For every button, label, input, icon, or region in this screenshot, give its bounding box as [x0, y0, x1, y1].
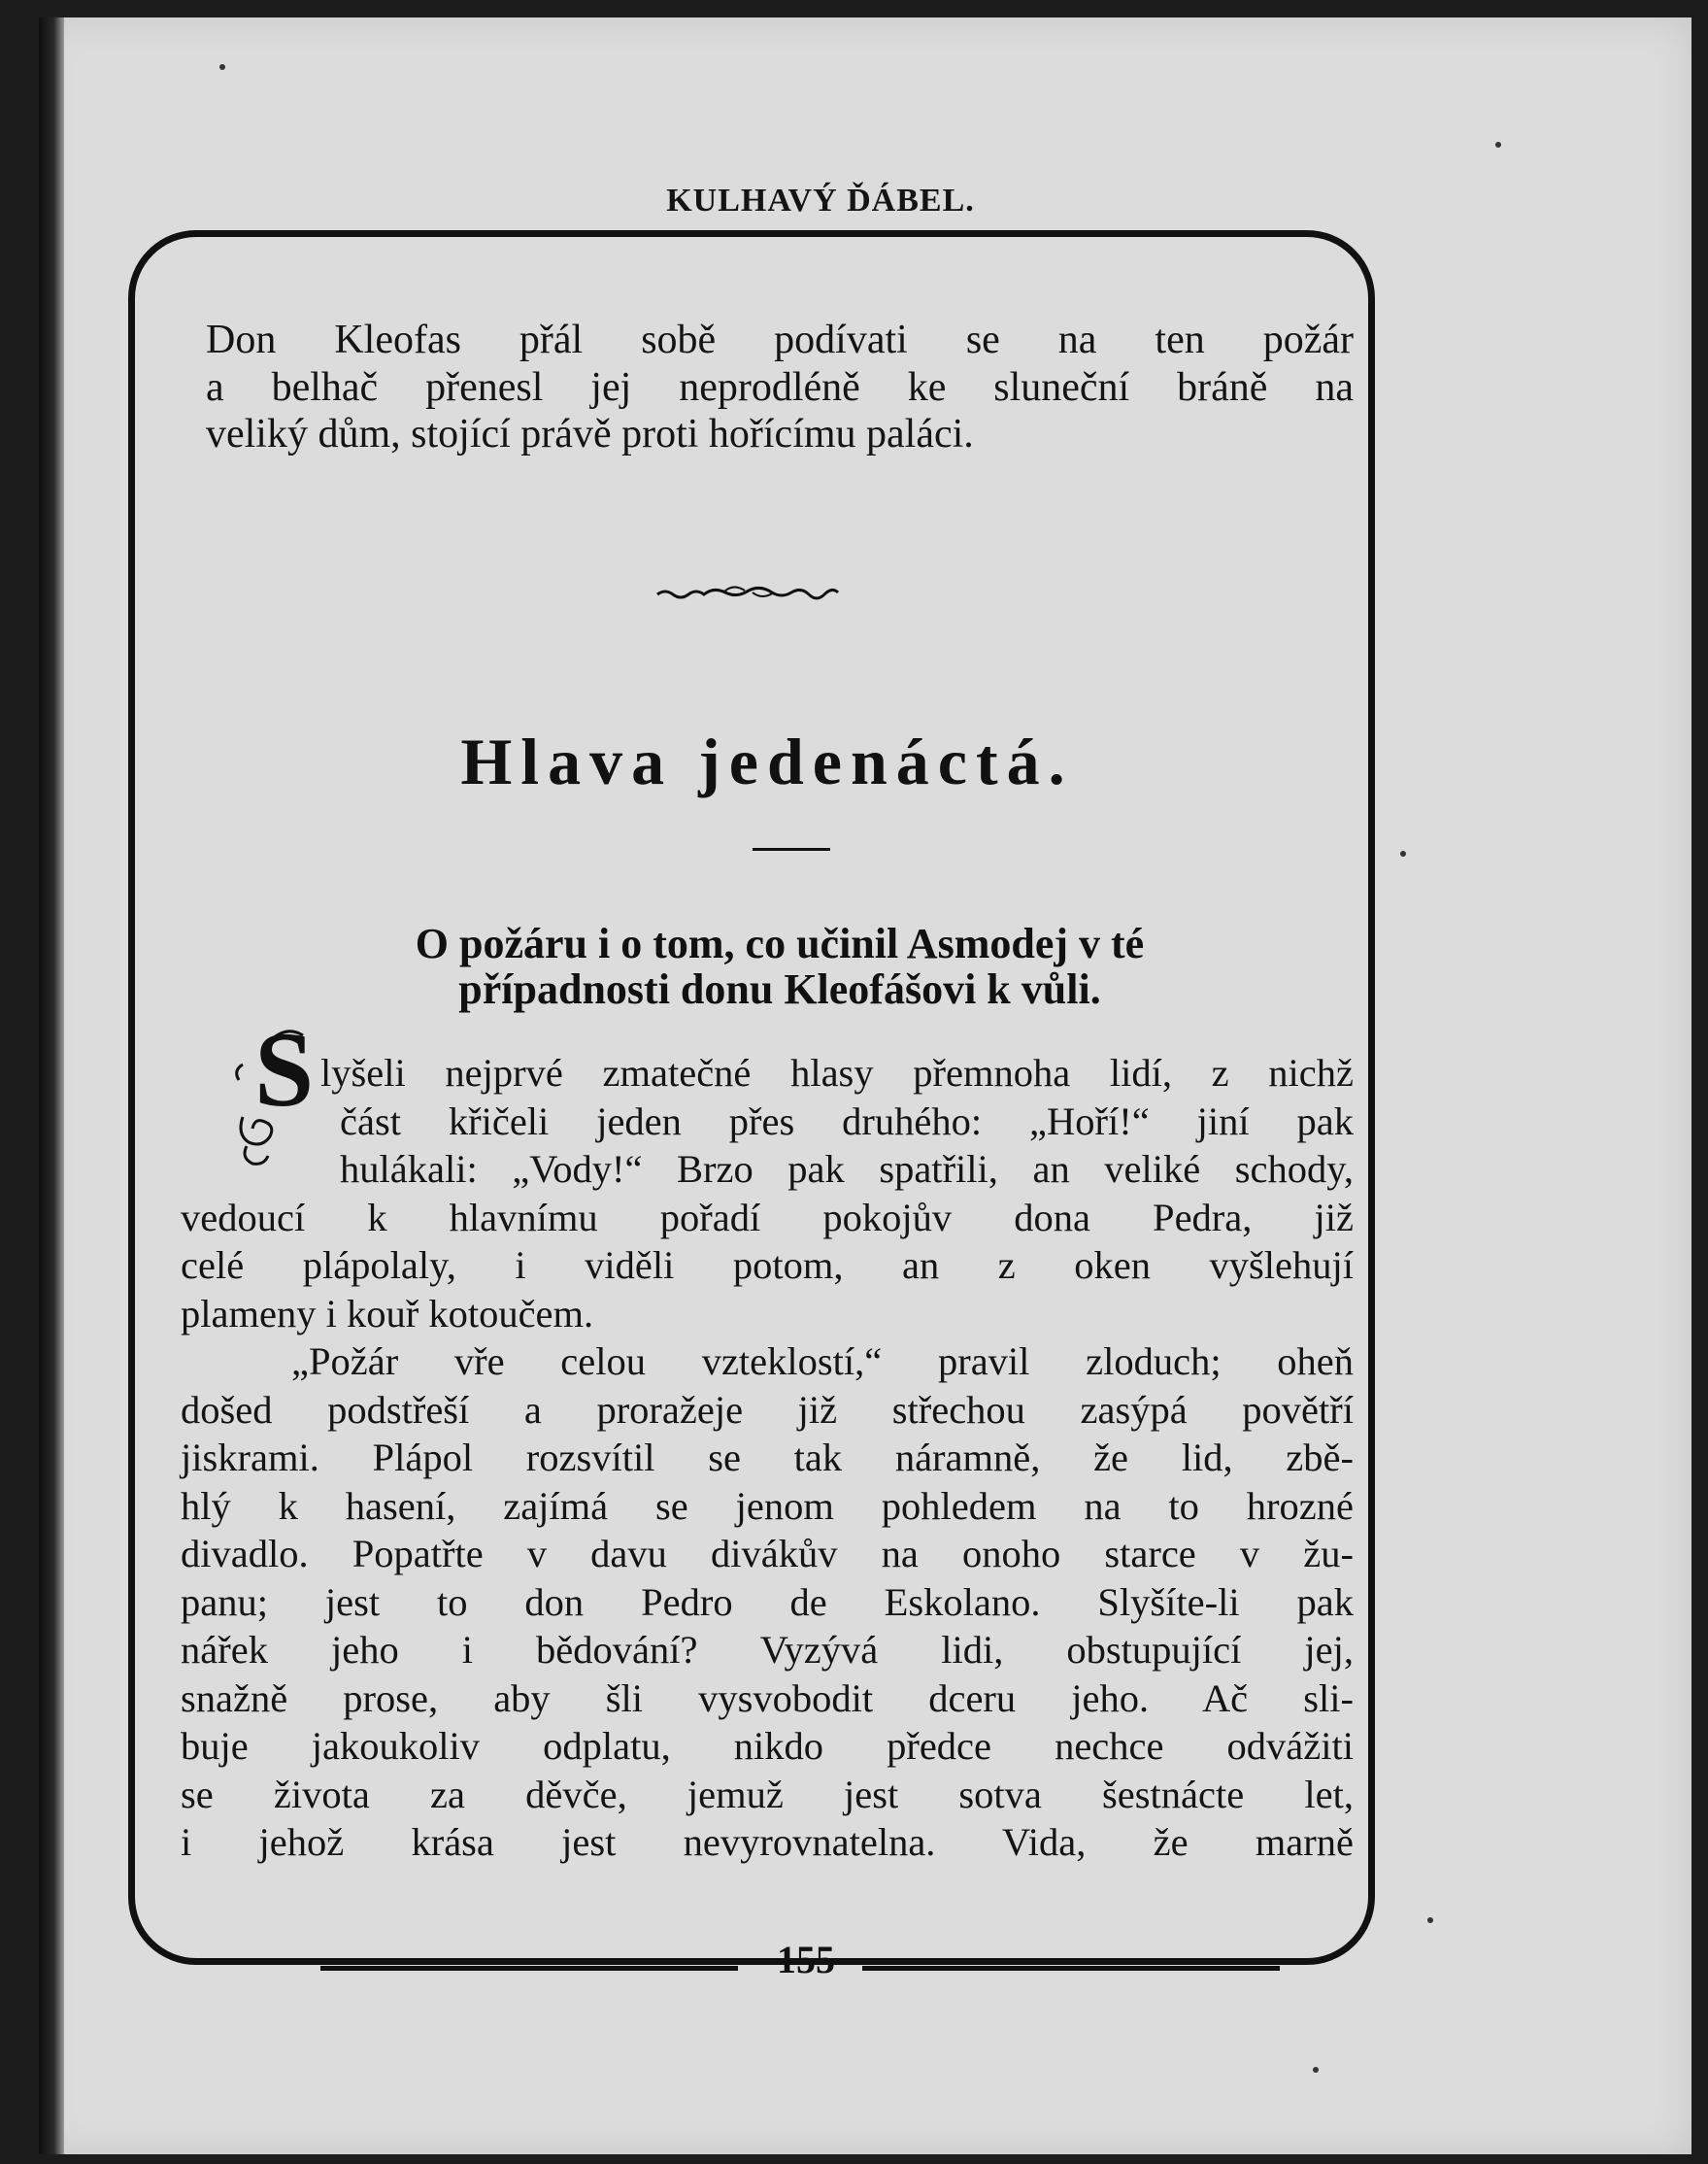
text-line: snažně prose, aby šli vysvobodit dceru jeho. Ač sli-	[181, 1675, 1354, 1720]
text-line: hulákali: „Vody!“ Brzo pak spatřili, an veliké schody,	[340, 1147, 1354, 1191]
text-line: „Požár vře celou vzteklostí,“ pravil zloduch; oheň	[291, 1339, 1354, 1383]
text-line: veliký dům, stojící právě proti hořícímu paláci.	[206, 412, 974, 456]
text-line: jiskrami. Plápol rozsvítil se tak náramně, že lid, zbě-	[181, 1436, 1354, 1479]
text-line: vedoucí k hlavnímu pořadí pokojův dona Pedra, již	[181, 1195, 1354, 1239]
chapter-subtitle	[206, 921, 1354, 1012]
paper-speck	[1313, 2067, 1319, 2073]
subtitle-line: O požáru i o tom, co učinil Asmodej v té	[415, 920, 1145, 967]
text-line: lyšeli nejprvé zmatečné hlasy přemnoha lidí, z nichž	[320, 1051, 1354, 1095]
book-spine-edge	[39, 17, 64, 2154]
paper-speck	[1427, 1917, 1433, 1923]
footer-rule-left	[320, 1966, 738, 1971]
text-line: divadlo. Popatřte v davu divákův na onoho starce v žu-	[181, 1532, 1354, 1575]
chapter-body	[181, 1049, 1354, 1867]
text-line: plameny i kouř kotoučem.	[181, 1291, 594, 1336]
paper-speck	[219, 64, 225, 70]
text-line: došed podstřeší a proražeje již střechou zasýpá povětří	[181, 1387, 1354, 1432]
footer-rule-right	[862, 1966, 1280, 1971]
chapter-title: Hlava jedenáctá.	[460, 725, 1074, 798]
title-rule	[753, 848, 830, 851]
running-head: KULHAVÝ ĎÁBEL.	[666, 183, 975, 219]
page-number: 155	[777, 1938, 835, 1981]
paper-speck	[1495, 142, 1501, 148]
text-line: i jehož krása jest nevyrovnatelna. Vida, že marně	[181, 1820, 1354, 1864]
text-line: nářek jeho i bědování? Vyzývá lidi, obstupující jej,	[181, 1628, 1354, 1672]
opening-paragraph	[206, 317, 1354, 458]
text-line: hlý k hasení, zajímá se jenom pohledem na to hrozné	[181, 1483, 1354, 1528]
text-line: celé plápolaly, i viděli potom, an z oken vyšlehují	[181, 1243, 1354, 1287]
text-line: panu; jest to don Pedro de Eskolano. Slyšíte-li pak	[181, 1579, 1354, 1624]
text-line: buje jakoukoliv odplatu, nikdo předce nechce odvážiti	[181, 1724, 1354, 1768]
subtitle-line: případnosti donu Kleofášovi k vůli.	[458, 965, 1101, 1013]
paper-speck	[1400, 851, 1406, 857]
text-line: se života za děvče, jemuž jest sotva šestnácte let,	[181, 1772, 1354, 1816]
ornament-divider-icon	[655, 573, 840, 612]
dropcap-letter: S	[254, 1020, 315, 1129]
text-line: a belhač přenesl jej neprodléně ke sluneční bráně na	[206, 364, 1354, 410]
text-line: Don Kleofas přál sobě podívati se na ten požár	[206, 318, 1354, 362]
text-line: část křičeli jeden přes druhého: „Hoří!“ jiní pak	[340, 1099, 1354, 1143]
